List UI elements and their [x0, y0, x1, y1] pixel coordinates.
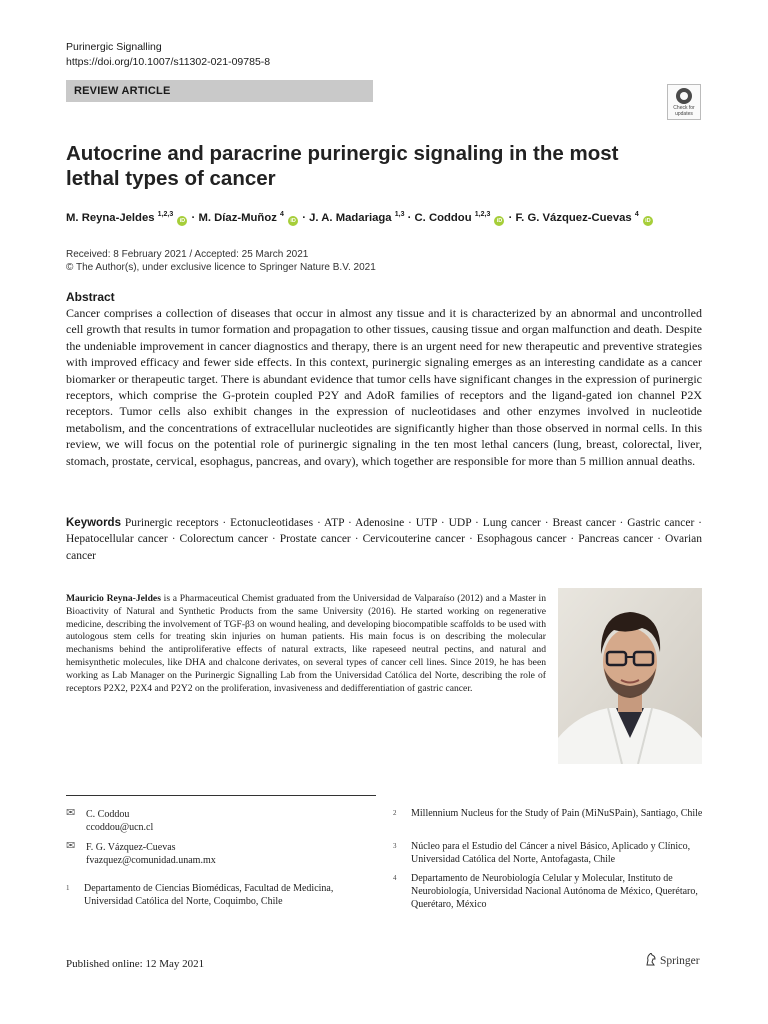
affiliation-text: Departamento de Ciencias Biomédicas, Facultad de Medicina, Universidad Católica del Norte, Coquimbo, Chile [84, 883, 334, 908]
author-name[interactable]: M. Díaz-Muñoz [198, 211, 277, 224]
correspondence-name: C. Coddou [86, 809, 130, 820]
author-name[interactable]: M. Reyna-Jeldes [66, 211, 155, 224]
correspondence-email[interactable]: ccoddou@ucn.cl [86, 822, 154, 834]
journal-header [66, 40, 270, 70]
author-affiliation: 1,2,3 [474, 211, 491, 218]
keywords-block [66, 515, 702, 564]
envelope-icon: ✉ [66, 807, 76, 819]
orcid-icon[interactable]: iD [177, 216, 187, 226]
affiliation-item [393, 872, 708, 912]
footnote-divider [66, 795, 376, 796]
correspondence-item [86, 841, 376, 867]
author-list: M. Reyna-Jeldes $^{1,2,3}$ iD · M. Díaz-Muñoz $^4$ iD · J. A. Madariaga $^{1,3}$ · C. Coddou $^{1,2,3}$ iD · F. G. Vázquez-Cuevas $^4$ iD [66, 207, 726, 226]
abstract-text: Cancer comprises a collection of diseases that occur in almost any tissue and it is characterized by an abnormal and uncontrolled cell growth that results in tumor formation and propagation to other tissues, causing tissue and organ malfunction and death. Despite the undeniable improvement in cancer diagnostics and therapy, there is an urgent need for new therapeutic and preventive strategies with improved efficacy and fewer side effects. In this context, purinergic signaling emerges as an interesting candidate as a cancer biomarker or therapeutic target. There is abundant evidence that tumor cells have significant changes in the expression of purinergic receptors, which comprise the G-protein coupled P2Y and AdoR families of receptors and the ligand-gated ion channel P2X receptors. Tumor cells also exhibit changes in the expression of nucleotidases and other enzymes involved in nucleotide metabolism, and the concentrations of extracellular nucleotides are significantly higher than those observed in normal cells. In this review, we will focus on the potential role of purinergic signaling in the ten most lethal cancers (lung, breast, colorectal, liver, stomach, prostate, cervical, esophagus, pancreas, and ovary), which together are responsible for more than 5 million annual deaths. [66, 306, 702, 468]
check-updates-label: Check for updates [673, 105, 695, 117]
author-name[interactable]: C. Coddou [414, 211, 472, 224]
affiliation-number: 1 [66, 884, 70, 892]
orcid-icon[interactable]: iD [494, 216, 504, 226]
journal-name: Purinergic Signalling [66, 41, 162, 53]
affiliation-item [393, 807, 708, 820]
check-updates-icon [676, 88, 692, 104]
abstract-heading: Abstract [66, 290, 115, 304]
author-name[interactable]: J. A. Madariaga [309, 211, 392, 224]
correspondence-item [86, 808, 376, 834]
affiliation-text: Departamento de Neurobiología Celular y Molecular, Instituto de Neurobiología, Universidad Nacional Autónoma de México, Querétaro, Querétaro, México [411, 873, 698, 911]
springer-horse-icon [645, 953, 657, 969]
published-date: Published online: 12 May 2021 [66, 958, 205, 970]
affiliation-item [66, 882, 366, 908]
check-for-updates-badge[interactable] [667, 84, 701, 120]
copyright-line: © The Author(s), under exclusive licence to Springer Nature B.V. 2021 [66, 262, 376, 273]
keywords-label: Keywords [66, 517, 121, 529]
article-type-banner: REVIEW ARTICLE [66, 80, 373, 102]
affiliation-number: 4 [393, 874, 397, 882]
affiliation-text: Millennium Nucleus for the Study of Pain (MiNuSPain), Santiago, Chile [411, 808, 703, 819]
bio-author-name: Mauricio Reyna-Jeldes [66, 593, 161, 604]
correspondence-email[interactable]: fvazquez@comunidad.unam.mx [86, 855, 216, 867]
affiliation-item [393, 840, 708, 866]
bio-text: is a Pharmaceutical Chemist graduated from the Universidad de Valparaíso (2012) and a Master in Bioactivity of Natural and Synthetic Products from the same University (2016). He started working on regenerative medicine, describing the involvement of TGF-β3 on wound healing, and developing biocompatible scaffolds to be used with autologous stem cells for treating skin injuries on human patients. His main focus is on describing the molecular mechanisms behind the antiproliferative effects of natural extracts, like rapeseed neutral pectins, and natural and hemisynthetic molecules, like DHA and chalcone derivates, on several types of cancer cell lines. Since 2019, he has been working as Lab Manager on the Purinergic Signalling Lab from the Universidad Católica del Norte, describing the role of receptors P2X2, P2X4 and P2Y2 on the proliferation, invasiveness and dedifferentiation of gastric cancer. [66, 593, 546, 694]
correspondence-name: F. G. Vázquez-Cuevas [86, 842, 176, 853]
orcid-icon[interactable]: iD [643, 216, 653, 226]
article-title: Autocrine and paracrine purinergic signaling in the most lethal types of cancer [66, 142, 619, 190]
publisher-logo [645, 953, 700, 969]
author-affiliation: 1,3 [394, 211, 405, 218]
affiliation-number: 3 [393, 842, 397, 850]
affiliation-number: 2 [393, 809, 397, 817]
doi-link[interactable]: https://doi.org/10.1007/s11302-021-09785-8 [66, 56, 271, 68]
affiliation-text: Núcleo para el Estudio del Cáncer a nivel Básico, Aplicado y Clínico, Universidad Católica del Norte, Antofagasta, Chile [411, 841, 691, 866]
envelope-icon: ✉ [66, 840, 76, 852]
keywords-list: Purinergic receptors · Ectonucleotidases · ATP · Adenosine · UTP · UDP · Lung cancer · Breast cancer · Gastric cancer · Hepatocellular cancer · Colorectum cancer · Prostate cancer · Cervicouterine cancer · Esophagous cancer · Pancreas cancer · Ovarian cancer [66, 517, 703, 562]
author-affiliation: 4 [280, 211, 284, 218]
author-affiliation: 1,2,3 [157, 211, 174, 218]
author-affiliation: 4 [634, 211, 639, 218]
author-name[interactable]: F. G. Vázquez-Cuevas [515, 211, 632, 224]
publisher-name: Springer [660, 955, 700, 967]
author-photo [558, 588, 702, 764]
article-dates [66, 248, 376, 274]
author-bio [66, 593, 546, 695]
orcid-icon[interactable]: iD [288, 216, 298, 226]
received-accepted: Received: 8 February 2021 / Accepted: 25 March 2021 [66, 249, 309, 260]
